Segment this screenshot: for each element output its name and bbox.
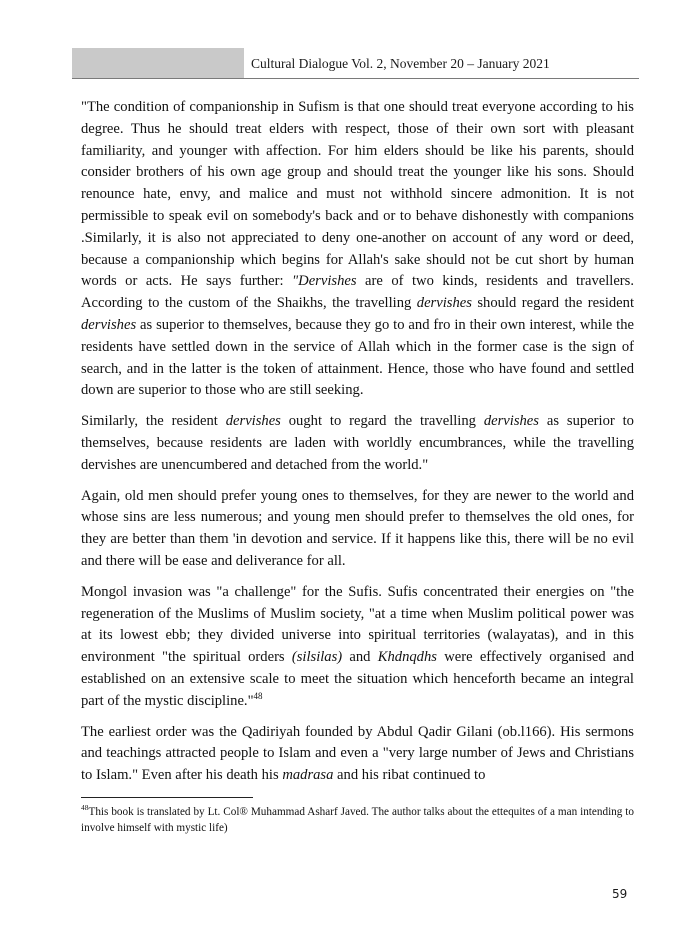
paragraph [81,97,634,402]
italic-text: dervishes [483,413,539,430]
italic-text: dervishes [416,295,472,312]
footnote-ref: 48 [253,690,263,701]
text-segment: The earliest order was the Qadiriyah founded by Abdul Qadir Gilani (ob.l166). His sermons and teachings attracted people to Islam and even a "very large number of Jews and Christians to Islam." Even after his death his [81,723,634,784]
text-segment: Mongol invasion was "a challenge" for the Sufis. Sufis concentrated their energies on "the regeneration of the Muslims of Muslim society, "at a time when Muslim political power was at its lowest ebb; they divided universe into spiritual territories (walayatas), and in this environment "the spiritual orders [81,583,634,666]
italic-text: madrasa [282,767,334,784]
italic-text: Khdnqdhs [377,649,437,666]
footnote-text: This book is translated by Lt. Col® Muhammad Asharf Javed. The author talks about the ettequites of a man intending to involve himself with mystic life) [81,806,634,834]
footnote-number: 48 [81,803,89,812]
text-segment: as superior to themselves, because residents are laden with worldly encumbrances, while the travelling dervishes are unencumbered and detached from the world." [81,413,634,473]
paragraph [81,411,634,476]
header-rule [72,78,639,79]
page-number: 59 [612,887,628,901]
italic-text: dervishes [81,316,137,333]
italic-text: "Dervishes [292,273,357,290]
text-segment: were effectively organised and established on an extensive scale to meet the situation which henceforth became an integral part of the mystic discipline." [81,649,634,709]
text-segment: ought to regard the travelling [280,413,484,430]
text-segment: Similarly, the resident [81,413,226,430]
paragraph [81,582,634,713]
text-segment: are of two kinds, residents and travellers. According to the custom of the Shaikhs, the travelling [81,273,634,312]
running-header: Cultural Dialogue Vol. 2, November 20 – January 2021 [251,56,550,71]
text-segment: should regard the resident [471,295,635,312]
paragraph [81,486,634,573]
text-segment: and [342,649,378,666]
footnote-rule [81,797,253,798]
italic-text: dervishes [225,413,281,430]
text-segment: Again, old men should prefer young ones to themselves, for they are newer to the world and whose sins are less numerous; and young men should prefer to themselves the old ones, for they are better than them 'in devotion and service. If it happens like this, there will be no evil and there will be ease and deliverance for all. [81,487,634,569]
text-segment: "The condition of companionship in Sufism is that one should treat everyone according to his degree. Thus he should treat elders with respect, those of their own sort with pleasant familiarity, and younger with affection. For him elders should be like his parents, should consider brothers of his own age group and should treat the younger like his sons. Should renounce hate, envy, and malice and must not withhold sincere admonition. It is not permissible to speak evil on somebody's back and or to behave dishonestly with companions .Similarly, it is also not appreciated to deny one-another on account of any word or deed, because a companionship which begins for Allah's sake should not be cut short by human words or acts. He says further: [81,99,634,290]
text-segment: and his ribat continued to [333,767,486,784]
italic-text: (silsilas) [291,649,343,666]
body-text [81,97,634,796]
footnote [81,804,634,836]
header-bar [72,48,244,78]
text-segment: as superior to themselves, because they go to and fro in their own interest, while the residents have settled down in the service of Allah which in the former case is the sign of search, and in the latter is the token of attainment. Hence, those who have found and settled down are superior to those who are still seeking. [81,316,634,399]
paragraph [81,722,634,787]
